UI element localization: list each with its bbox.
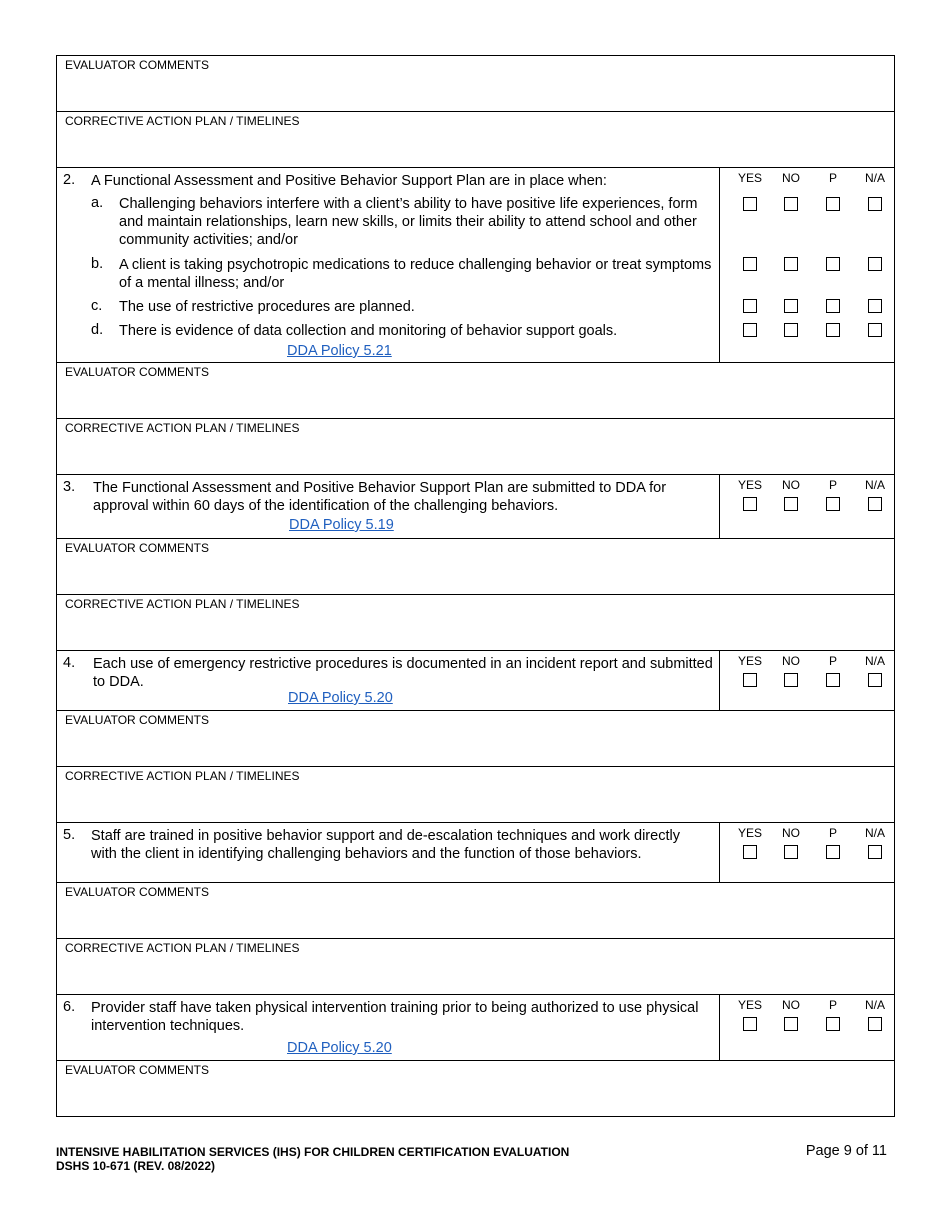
corrective-action-box-5[interactable] — [56, 938, 895, 995]
form-footer — [56, 1145, 569, 1173]
yes-checkbox[interactable] — [743, 673, 757, 687]
policy-link[interactable]: DDA Policy 5.20 — [287, 1040, 392, 1056]
yes-header: YES — [737, 171, 762, 185]
corrective-action-label: CORRECTIVE ACTION PLAN / TIMELINES — [65, 421, 300, 435]
yes-header: YES — [737, 826, 762, 840]
evaluator-comments-label: EVALUATOR COMMENTS — [65, 58, 210, 72]
no-header: NO — [782, 478, 800, 492]
question-text: Each use of emergency restrictive procedures is documented in an incident report and submitted to DDA. — [93, 656, 713, 690]
na-checkbox[interactable] — [868, 673, 882, 687]
question-5 — [56, 822, 895, 883]
na-checkbox[interactable] — [868, 299, 882, 313]
no-checkbox[interactable] — [784, 497, 798, 511]
na-header: N/A — [864, 478, 885, 492]
na-header: N/A — [864, 998, 885, 1012]
answer-column — [720, 651, 894, 710]
question-number: 6. — [63, 999, 76, 1015]
question-2 — [56, 167, 895, 363]
corrective-action-label: CORRECTIVE ACTION PLAN / TIMELINES — [65, 114, 300, 128]
policy-link[interactable]: DDA Policy 5.19 — [289, 517, 394, 533]
p-header: P — [828, 998, 837, 1012]
corrective-action-label: CORRECTIVE ACTION PLAN / TIMELINES — [65, 597, 300, 611]
yes-checkbox[interactable] — [743, 257, 757, 271]
na-header: N/A — [864, 654, 885, 668]
page-number: Page 9 of 11 — [805, 1143, 887, 1159]
evaluator-comments-box-6[interactable] — [56, 1060, 895, 1117]
question-3 — [56, 474, 895, 539]
answer-column — [720, 823, 894, 882]
na-checkbox[interactable] — [868, 1017, 882, 1031]
question-6 — [56, 994, 895, 1061]
answer-column — [720, 995, 894, 1060]
yes-checkbox[interactable] — [743, 299, 757, 313]
question-number: 2. — [63, 172, 76, 188]
corrective-action-box-4[interactable] — [56, 766, 895, 823]
yes-header: YES — [737, 478, 762, 492]
no-checkbox[interactable] — [784, 1017, 798, 1031]
p-checkbox[interactable] — [826, 673, 840, 687]
policy-link[interactable]: DDA Policy 5.20 — [288, 690, 393, 706]
question-number: 3. — [63, 479, 76, 495]
yes-checkbox[interactable] — [743, 497, 757, 511]
answer-column — [720, 168, 894, 362]
yes-checkbox[interactable] — [743, 323, 757, 337]
p-header: P — [828, 654, 837, 668]
question-4 — [56, 650, 895, 711]
na-checkbox[interactable] — [868, 845, 882, 859]
evaluation-form — [56, 56, 895, 1117]
evaluator-comments-label: EVALUATOR COMMENTS — [65, 713, 210, 727]
question-number: 4. — [63, 655, 76, 671]
subitem-letter: d. — [91, 322, 104, 338]
question-text: Staff are trained in positive behavior support and de-escalation techniques and work directly with the client in identifying challenging behaviors and the function of those behaviors. — [91, 828, 680, 862]
p-checkbox[interactable] — [826, 197, 840, 211]
p-header: P — [828, 826, 837, 840]
na-header: N/A — [864, 826, 885, 840]
evaluator-comments-box-1[interactable] — [56, 55, 895, 112]
no-checkbox[interactable] — [784, 673, 798, 687]
evaluator-comments-box-2[interactable] — [56, 362, 895, 419]
corrective-action-box-2[interactable] — [56, 418, 895, 475]
p-checkbox[interactable] — [826, 845, 840, 859]
no-checkbox[interactable] — [784, 323, 798, 337]
evaluator-comments-box-4[interactable] — [56, 710, 895, 767]
subitem-c-text: The use of restrictive procedures are planned. — [119, 299, 415, 315]
p-checkbox[interactable] — [826, 299, 840, 313]
subitem-letter: b. — [91, 256, 104, 272]
no-checkbox[interactable] — [784, 257, 798, 271]
na-checkbox[interactable] — [868, 257, 882, 271]
evaluator-comments-box-3[interactable] — [56, 538, 895, 595]
na-checkbox[interactable] — [868, 197, 882, 211]
answer-column — [720, 475, 894, 538]
subitem-letter: c. — [91, 298, 103, 314]
question-number: 5. — [63, 827, 76, 843]
evaluator-comments-label: EVALUATOR COMMENTS — [65, 1063, 210, 1077]
policy-link[interactable]: DDA Policy 5.21 — [287, 343, 392, 359]
na-header: N/A — [864, 171, 885, 185]
yes-checkbox[interactable] — [743, 197, 757, 211]
p-checkbox[interactable] — [826, 323, 840, 337]
corrective-action-box-3[interactable] — [56, 594, 895, 651]
evaluator-comments-label: EVALUATOR COMMENTS — [65, 365, 210, 379]
evaluator-comments-box-5[interactable] — [56, 882, 895, 939]
no-header: NO — [782, 171, 800, 185]
yes-checkbox[interactable] — [743, 845, 757, 859]
corrective-action-box-1[interactable] — [56, 111, 895, 168]
evaluator-comments-label: EVALUATOR COMMENTS — [65, 885, 210, 899]
p-header: P — [828, 478, 837, 492]
corrective-action-label: CORRECTIVE ACTION PLAN / TIMELINES — [65, 769, 300, 783]
form-title: INTENSIVE HABILITATION SERVICES (IHS) FOR CHILDREN CERTIFICATION EVALUATION — [56, 1145, 570, 1159]
no-header: NO — [782, 998, 800, 1012]
yes-header: YES — [737, 654, 762, 668]
p-header: P — [828, 171, 837, 185]
subitem-letter: a. — [91, 195, 104, 211]
na-checkbox[interactable] — [868, 323, 882, 337]
yes-checkbox[interactable] — [743, 1017, 757, 1031]
no-checkbox[interactable] — [784, 197, 798, 211]
question-intro: A Functional Assessment and Positive Behavior Support Plan are in place when: — [91, 173, 607, 189]
question-text: The Functional Assessment and Positive Behavior Support Plan are submitted to DDA for approval within 60 days of the identification of the challenging behaviors. — [93, 480, 667, 514]
na-checkbox[interactable] — [868, 497, 882, 511]
p-checkbox[interactable] — [826, 1017, 840, 1031]
evaluator-comments-label: EVALUATOR COMMENTS — [65, 541, 210, 555]
yes-header: YES — [737, 998, 762, 1012]
corrective-action-label: CORRECTIVE ACTION PLAN / TIMELINES — [65, 941, 300, 955]
subitem-d-text: There is evidence of data collection and monitoring of behavior support goals. — [119, 323, 618, 339]
p-checkbox[interactable] — [826, 257, 840, 271]
form-number: DSHS 10-671 (REV. 08/2022) — [56, 1159, 215, 1173]
no-header: NO — [782, 826, 800, 840]
no-checkbox[interactable] — [784, 845, 798, 859]
no-checkbox[interactable] — [784, 299, 798, 313]
subitem-a-text: Challenging behaviors interfere with a client’s ability to have positive life experiences, form and maintain relationships, learn new skills, or limits their ability to attend school and other community activities; and/or — [119, 196, 698, 248]
p-checkbox[interactable] — [826, 497, 840, 511]
no-header: NO — [782, 654, 800, 668]
subitem-b-text: A client is taking psychotropic medications to reduce challenging behavior or treat symptoms of a mental illness; and/or — [119, 257, 712, 291]
question-text: Provider staff have taken physical intervention training prior to being authorized to use physical intervention techniques. — [91, 1000, 699, 1034]
